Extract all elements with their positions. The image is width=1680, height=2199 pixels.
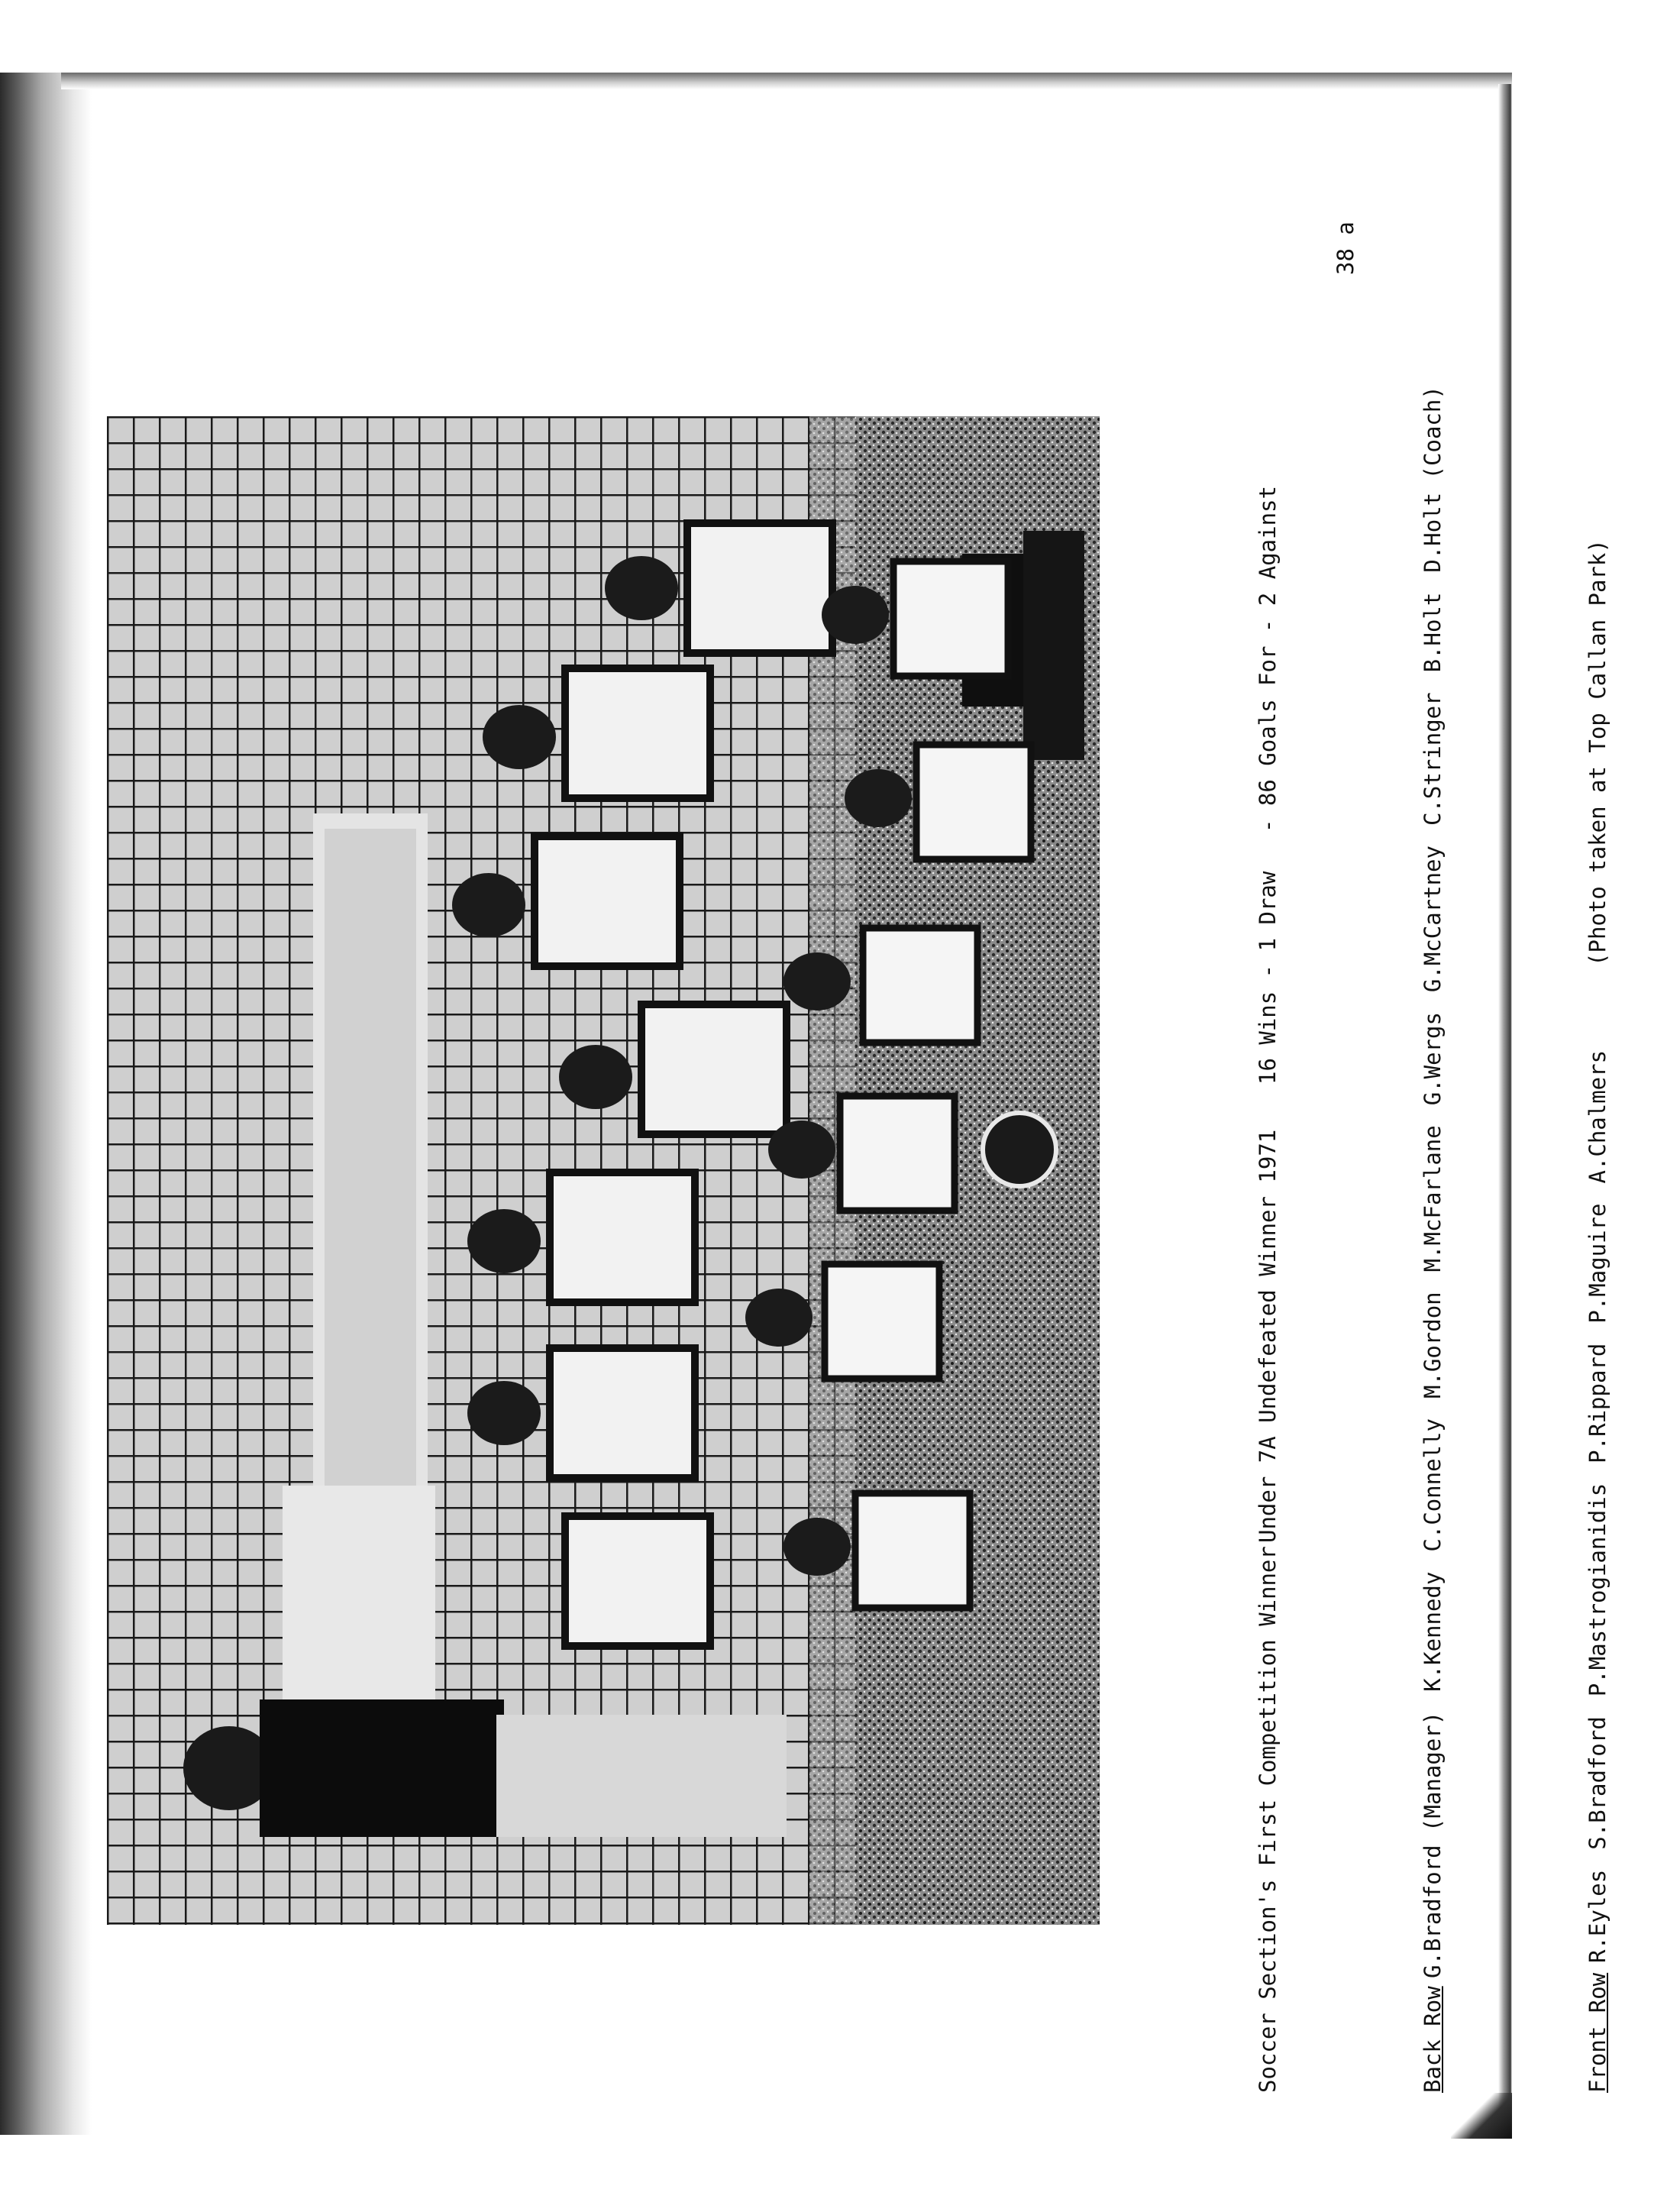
caption-back-row: [1405, 107, 1460, 2093]
front-row-name: P.Maguire: [1585, 1203, 1611, 1324]
front-row-name: S.Bradford: [1585, 1716, 1611, 1850]
caption-award: Under 7A Undefeated Winner 1971: [1255, 1129, 1281, 1543]
caption-record: 16 Wins - 1 Draw: [1255, 871, 1281, 1085]
back-row-label: Back Row: [1420, 1986, 1446, 2093]
back-row-name: M.McFarlane: [1420, 1125, 1446, 1273]
front-row-name: P.Rippard: [1585, 1343, 1611, 1463]
caption-title-line: [1240, 107, 1295, 2093]
team-photo-image: [107, 416, 1100, 1925]
front-row-label: Front Row: [1585, 1972, 1611, 2093]
photo-location-note: (Photo taken at Top Callan Park): [1585, 539, 1611, 966]
caption-title: Soccer Section's First Competition Winner: [1255, 1546, 1281, 2093]
photo-caption: [1130, 107, 1680, 2093]
back-row-name: D.Holt (Coach): [1420, 386, 1446, 573]
back-row-name: G.McCartney: [1420, 846, 1446, 993]
front-row-name: A.Chalmers: [1585, 1049, 1611, 1184]
back-row-name: K.Kennedy: [1420, 1571, 1446, 1692]
front-row-name: P.Mastrogianidis: [1585, 1483, 1611, 1697]
back-row-name: M.Gordon: [1420, 1292, 1446, 1399]
back-row-name: C.Connelly: [1420, 1418, 1446, 1552]
front-row-name: R.Eyles: [1585, 1869, 1611, 1963]
caption-front-row: [1570, 107, 1625, 2093]
page-number: 38 a: [1333, 222, 1359, 275]
caption-goals: - 86 Goals For - 2 Against: [1255, 486, 1281, 833]
back-row-name: G.Wergs: [1420, 1012, 1446, 1106]
back-row-name: B.Holt: [1420, 592, 1446, 673]
scan-shadow-top: [61, 73, 1512, 89]
back-row-name: C.Stringer: [1420, 692, 1446, 826]
back-row-name: G.Bradford (Manager): [1420, 1711, 1446, 1978]
scan-corner: [1451, 2093, 1512, 2139]
scan-shadow-left: [0, 73, 92, 2135]
